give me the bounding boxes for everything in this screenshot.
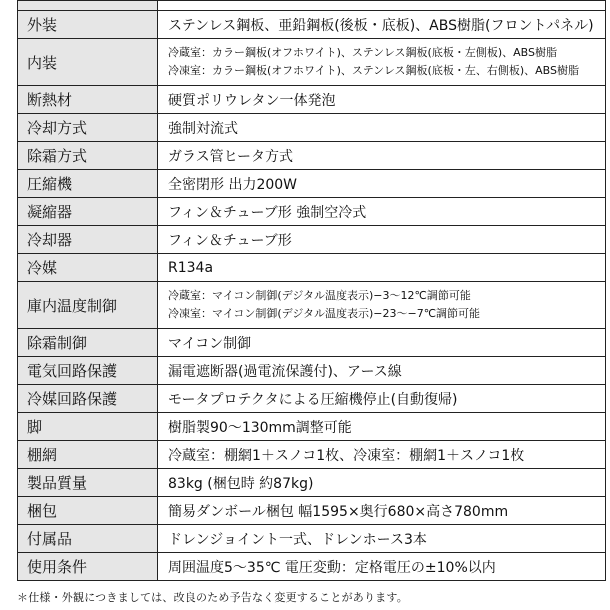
spec-label: 冷却方式 [18, 114, 158, 142]
table-row [18, 329, 606, 357]
spec-label: 除霜制御 [18, 329, 158, 357]
table-row [18, 441, 606, 469]
spec-value: ステンレス鋼板、亜鉛鋼板(後板・底板)、ABS樹脂(フロントパネル) [158, 11, 606, 39]
table-row [18, 86, 606, 114]
spec-value: 強制対流式 [158, 114, 606, 142]
spec-label: 梱包 [18, 497, 158, 525]
spec-table [17, 0, 606, 581]
spec-value: 周囲温度5〜35℃ 電圧変動：定格電圧の±10%以内 [158, 553, 606, 581]
spec-label: 付属品 [18, 525, 158, 553]
spec-label: 圧縮機 [18, 170, 158, 198]
table-row [18, 1, 606, 11]
table-row [18, 469, 606, 497]
spec-value: R134a [158, 254, 606, 282]
spec-value: ドレンジョイント一式、ドレンホース3本 [158, 525, 606, 553]
spec-label: 冷媒回路保護 [18, 385, 158, 413]
spec-label: 外装 [18, 11, 158, 39]
table-row [18, 282, 606, 329]
spec-value-line: 冷蔵室：カラー鋼板(オフホワイト)、ステンレス鋼板(底板・左側板)、ABS樹脂 [168, 46, 557, 59]
spec-value: フィン＆チューブ形 強制空冷式 [158, 198, 606, 226]
spec-label: 庫内温度制御 [18, 282, 158, 329]
spec-value [158, 39, 606, 86]
spec-value: ガラス管ヒータ方式 [158, 142, 606, 170]
spec-value: 冷蔵室：棚網1＋スノコ1枚、冷凍室：棚網1＋スノコ1枚 [158, 441, 606, 469]
spec-label: 断熱材 [18, 86, 158, 114]
table-row [18, 254, 606, 282]
table-row [18, 170, 606, 198]
spec-label: 内装 [18, 39, 158, 86]
table-row [18, 497, 606, 525]
spec-value: 硬質ポリウレタン一体発泡 [158, 86, 606, 114]
table-row [18, 142, 606, 170]
table-row [18, 11, 606, 39]
table-row [18, 413, 606, 441]
spec-label-empty [18, 1, 158, 11]
spec-value: フィン＆チューブ形 [158, 226, 606, 254]
table-row [18, 114, 606, 142]
spec-value: 簡易ダンボール梱包 幅1595×奥行680×高さ780mm [158, 497, 606, 525]
spec-label: 使用条件 [18, 553, 158, 581]
table-row [18, 357, 606, 385]
spec-value-line: 冷凍室：マイコン制御(デジタル温度表示)−23〜−7℃調節可能 [168, 307, 481, 320]
spec-value [158, 282, 606, 329]
footnote: ＊仕様・外観につきましては、改良のため予告なく変更することがあります。 [17, 591, 408, 604]
spec-value: 樹脂製90〜130mm調整可能 [158, 413, 606, 441]
spec-value-empty [158, 1, 606, 11]
spec-value-line: 冷凍室：カラー鋼板(オフホワイト)、ステンレス鋼板(底板・左、右側板)、ABS樹脂 [168, 64, 579, 77]
table-row [18, 39, 606, 86]
spec-label: 凝縮器 [18, 198, 158, 226]
spec-value: マイコン制御 [158, 329, 606, 357]
spec-label: 棚網 [18, 441, 158, 469]
spec-label: 冷却器 [18, 226, 158, 254]
spec-label: 冷媒 [18, 254, 158, 282]
spec-value: 全密閉形 出力200W [158, 170, 606, 198]
spec-value-line: 冷蔵室：マイコン制御(デジタル温度表示)−3〜12℃調節可能 [168, 289, 471, 302]
table-row [18, 198, 606, 226]
spec-label: 除霜方式 [18, 142, 158, 170]
spec-label: 製品質量 [18, 469, 158, 497]
table-row [18, 553, 606, 581]
spec-label: 脚 [18, 413, 158, 441]
table-row [18, 525, 606, 553]
table-row [18, 226, 606, 254]
spec-label: 電気回路保護 [18, 357, 158, 385]
spec-value: 83kg (梱包時 約87kg) [158, 469, 606, 497]
table-row [18, 385, 606, 413]
spec-value: モータプロテクタによる圧縮機停止(自動復帰) [158, 385, 606, 413]
spec-value: 漏電遮断器(過電流保護付)、アース線 [158, 357, 606, 385]
